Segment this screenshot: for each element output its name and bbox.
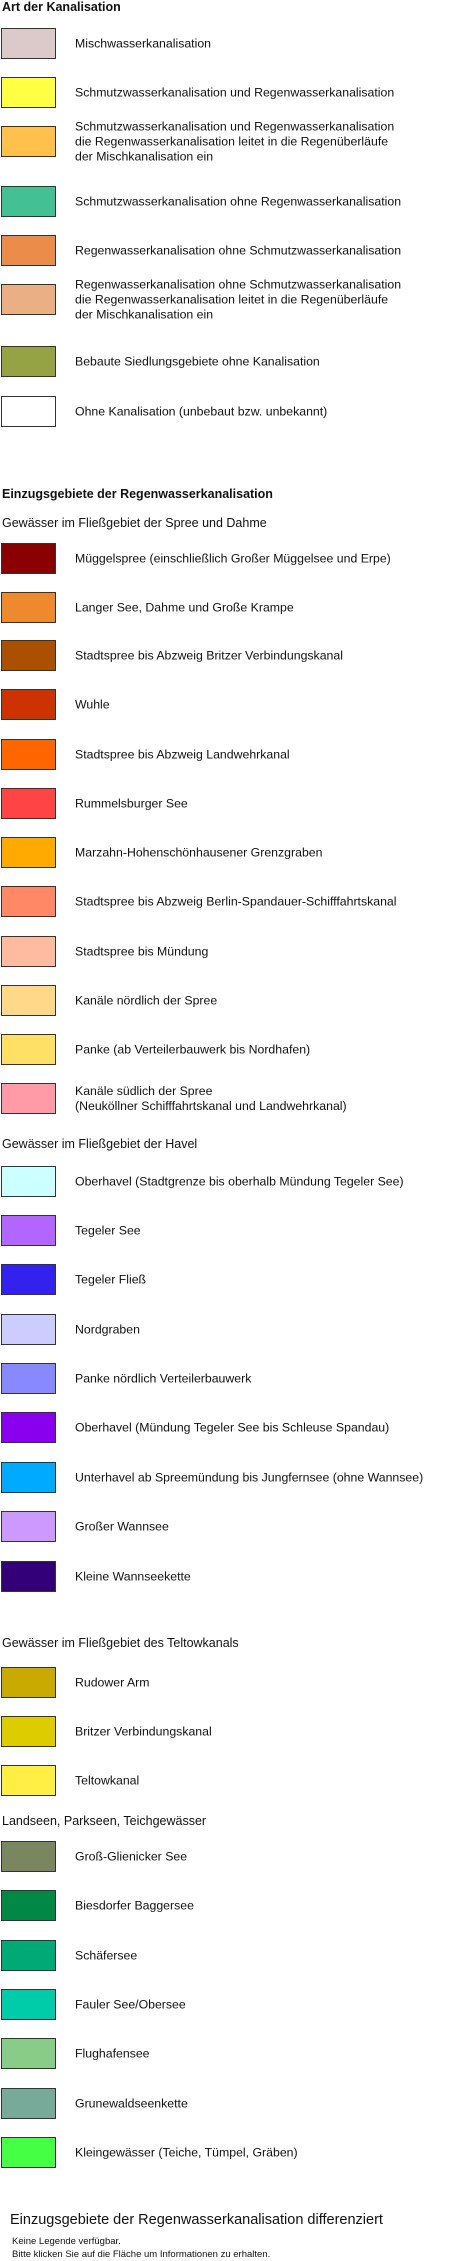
- legend-label: Ohne Kanalisation (unbebaut bzw. unbekannt): [75, 404, 328, 419]
- legend-label: Regenwasserkanalisation ohne Schmutzwasserkanalisation: [75, 243, 402, 258]
- legend-label: Kanäle südlich der Spree (Neuköllner Schifffahrtskanal und Landwehrkanal): [75, 1084, 347, 1113]
- legend-label: Rummelsburger See: [75, 796, 188, 811]
- legend-label: Panke nördlich Verteilerbauwerk: [75, 1371, 252, 1386]
- legend-label: Britzer Verbindungskanal: [75, 1724, 212, 1739]
- legend-swatch: [1, 1561, 56, 1592]
- legend-swatch: [1, 1716, 56, 1747]
- legend-swatch: [1, 1765, 56, 1796]
- legend-label: Langer See, Dahme und Große Krampe: [75, 600, 294, 615]
- legend-swatch: [1, 186, 56, 217]
- legend-label: Oberhavel (Mündung Tegeler See bis Schleuse Spandau): [75, 1420, 390, 1435]
- legend-label: Tegeler See: [75, 1223, 141, 1238]
- footer-note: Keine Legende verfügbar.: [12, 2236, 121, 2247]
- group-title: Landseen, Parkseen, Teichgewässer: [2, 1814, 207, 1828]
- legend-label: Regenwasserkanalisation ohne Schmutzwasserkanalisation die Regenwasserkanalisation leitet in die Regenüberläufe der Mischkanalisation ein: [75, 277, 402, 322]
- legend-swatch: [1, 1314, 56, 1345]
- legend-label: Grunewaldseenkette: [75, 2096, 188, 2111]
- legend-label: Fauler See/Obersee: [75, 1997, 186, 2012]
- legend-swatch: [1, 837, 56, 868]
- legend-swatch: [1, 1667, 56, 1698]
- legend-label: Panke (ab Verteilerbauwerk bis Nordhafen): [75, 1042, 311, 1057]
- legend-swatch: [1, 77, 56, 108]
- legend-label: Müggelspree (einschließlich Großer Müggelsee und Erpe): [75, 551, 391, 566]
- section-title-einzugsgebiete: Einzugsgebiete der Regenwasserkanalisation: [2, 487, 273, 501]
- legend-swatch: [1, 2137, 56, 2168]
- legend-swatch: [1, 788, 56, 819]
- legend-swatch: [1, 936, 56, 967]
- legend-swatch: [1, 284, 56, 315]
- legend-swatch: [1, 1412, 56, 1443]
- legend-swatch: [1, 28, 56, 59]
- legend-swatch: [1, 1511, 56, 1542]
- legend-swatch: [1, 985, 56, 1016]
- group-title: Gewässer im Fließgebiet der Spree und Dahme: [2, 516, 267, 530]
- legend-label: Bebaute Siedlungsgebiete ohne Kanalisation: [75, 354, 320, 369]
- legend-label: Schäfersee: [75, 1948, 138, 1963]
- legend-label: Kleingewässer (Teiche, Tümpel, Gräben): [75, 2145, 298, 2160]
- legend-swatch: [1, 396, 56, 427]
- legend-swatch: [1, 886, 56, 917]
- legend-swatch: [1, 592, 56, 623]
- legend-label: Stadtspree bis Abzweig Berlin-Spandauer-Schifffahrtskanal: [75, 894, 397, 909]
- legend-swatch: [1, 1841, 56, 1872]
- legend-label: Mischwasserkanalisation: [75, 36, 212, 51]
- legend-label: Teltowkanal: [75, 1773, 140, 1788]
- legend-label: Stadtspree bis Mündung: [75, 944, 209, 959]
- legend-swatch: [1, 1890, 56, 1921]
- group-title: Gewässer im Fließgebiet der Havel: [2, 1137, 198, 1151]
- legend-swatch: [1, 1083, 56, 1114]
- legend-label: Flughafensee: [75, 2046, 150, 2061]
- legend-swatch: [1, 1215, 56, 1246]
- legend-label: Tegeler Fließ: [75, 1272, 147, 1287]
- legend-label: Schmutzwasserkanalisation und Regenwasserkanalisation: [75, 85, 395, 100]
- legend-label: Schmutzwasserkanalisation und Regenwasserkanalisation die Regenwasserkanalisation leitet in die Regenüberläufe der Mischkanalisation ein: [75, 119, 395, 164]
- legend-swatch: [1, 543, 56, 574]
- legend-swatch: [1, 2088, 56, 2119]
- legend-label: Unterhavel ab Spreemündung bis Jungfernsee (ohne Wannsee): [75, 1470, 424, 1485]
- legend-label: Großer Wannsee: [75, 1519, 169, 1534]
- legend-label: Schmutzwasserkanalisation ohne Regenwasserkanalisation: [75, 194, 402, 209]
- legend-swatch: [1, 1264, 56, 1295]
- legend-label: Stadtspree bis Abzweig Britzer Verbindungskanal: [75, 648, 343, 663]
- legend-label: Marzahn-Hohenschönhausener Grenzgraben: [75, 845, 323, 860]
- footer-hint: Bitte klicken Sie auf die Fläche um Informationen zu erhalten.: [12, 2249, 271, 2260]
- legend-label: Kanäle nördlich der Spree: [75, 993, 218, 1008]
- legend-swatch: [1, 739, 56, 770]
- legend-swatch: [1, 235, 56, 266]
- legend-label: Biesdorfer Baggersee: [75, 1898, 194, 1913]
- legend-label: Oberhavel (Stadtgrenze bis oberhalb Mündung Tegeler See): [75, 1174, 404, 1189]
- footer-title: Einzugsgebiete der Regenwasserkanalisation differenziert: [10, 2212, 383, 2228]
- legend-swatch: [1, 1940, 56, 1971]
- legend-label: Nordgraben: [75, 1322, 140, 1337]
- legend-swatch: [1, 2038, 56, 2069]
- legend-swatch: [1, 346, 56, 377]
- group-title: Gewässer im Fließgebiet des Teltowkanals: [2, 1636, 239, 1650]
- legend-label: Stadtspree bis Abzweig Landwehrkanal: [75, 747, 290, 762]
- legend-label: Rudower Arm: [75, 1675, 150, 1690]
- legend-swatch: [1, 126, 56, 157]
- legend-swatch: [1, 1363, 56, 1394]
- section-title-kanalisation: Art der Kanalisation: [2, 0, 121, 14]
- legend-label: Kleine Wannseekette: [75, 1569, 191, 1584]
- legend-label: Groß-Glienicker See: [75, 1849, 188, 1864]
- legend-swatch: [1, 1462, 56, 1493]
- legend-label: Wuhle: [75, 697, 110, 712]
- legend-swatch: [1, 640, 56, 671]
- legend-swatch: [1, 1166, 56, 1197]
- legend-swatch: [1, 1034, 56, 1065]
- legend-swatch: [1, 1989, 56, 2020]
- legend-swatch: [1, 689, 56, 720]
